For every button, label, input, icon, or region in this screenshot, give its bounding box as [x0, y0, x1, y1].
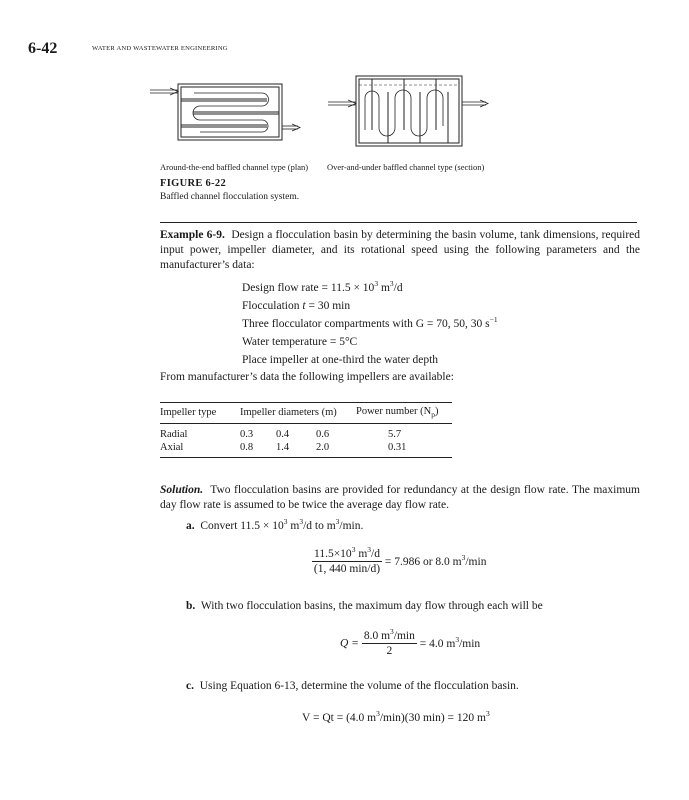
figure-title: Baffled channel flocculation system.: [160, 192, 300, 202]
col-impeller-diameters: Impeller diameters (m): [240, 403, 356, 424]
step-a: a. Convert $11.5 \times 10^3$ $m^3/d$ to $m^3/\min$.: [186, 517, 364, 532]
equation-a: $\frac{11.5\times 10^3 m^3/d}{(1, 440 \min/d)}$ = 7.986 or 8.0 $m^3/\min$: [313, 545, 487, 575]
param-flocculation-time: Flocculation t = 30 min: [242, 300, 351, 312]
example-label: Example 6-9.: [160, 229, 225, 241]
step-b: b. With two flocculation basins, the maximum day flow through each will be: [186, 600, 543, 612]
example-paragraph: [160, 228, 640, 273]
equation-b: Q = $\frac{8.0 m^3/\min}{2}$ = 4.0 $m^3/\min$: [340, 627, 481, 657]
impeller-table: [160, 402, 452, 458]
running-title: WATER AND WASTEWATER ENGINEERING: [92, 45, 228, 52]
equation-b-fraction: $\frac{8.0 m^3/\min}{2}$: [363, 627, 415, 657]
param-design-flow: Design flow rate = $11.5 \times 10^3$ $m^3/d$: [242, 279, 403, 294]
param-compartments: Three flocculator compartments with G = 70, 50, 30 $s^{-1}$: [242, 315, 498, 330]
solution-text: Two flocculation basins are provided for redundancy at the design flow rate. The maximum day flow rate is assumed to be twice the average day flow rate.: [160, 484, 640, 511]
example-parameters: [242, 279, 498, 369]
solution-label: Solution.: [160, 484, 204, 496]
table-header-row: [160, 403, 452, 424]
manufacturer-data-intro: From manufacturer’s data the following impellers are available:: [160, 371, 454, 383]
col-impeller-type: Impeller type: [160, 403, 240, 424]
page-number: 6-42: [28, 40, 58, 57]
example-text: Design a flocculation basin by determining the basin volume, tank dimensions, required input power, impeller diameter, and its rotational speed using the following parameters and the manufacturer’s data:: [160, 229, 640, 271]
equation-c: V = Qt = (4.0 $m^3/\min)(30$ min) = 120 $m^3$: [302, 709, 490, 724]
section-divider: [160, 222, 637, 223]
table-row: Axial 0.8 1.4 2.0 0.31: [160, 441, 452, 458]
table-row: Radial 0.3 0.4 0.6 5.7: [160, 429, 402, 441]
param-temperature: Water temperature = 5°C: [242, 336, 358, 348]
figure-label: FIGURE 6-22: [160, 178, 227, 189]
solution-paragraph: [160, 483, 640, 513]
baffled-channel-diagram: [150, 68, 510, 166]
figure-illustration: [150, 68, 510, 166]
equation-a-fraction: $\frac{11.5\times 10^3 m^3/d}{(1, 440 \min/d)}$: [313, 545, 381, 575]
col-power-number: Power number $(N_p)$: [356, 403, 452, 424]
figure-caption-left: Around-the-end baffled channel type (plan): [160, 162, 309, 172]
param-impeller-placement: Place impeller at one-third the water depth: [242, 354, 439, 366]
figure-caption-right: Over-and-under baffled channel type (section): [327, 162, 485, 172]
step-c: c. Using Equation 6-13, determine the volume of the flocculation basin.: [186, 680, 519, 692]
